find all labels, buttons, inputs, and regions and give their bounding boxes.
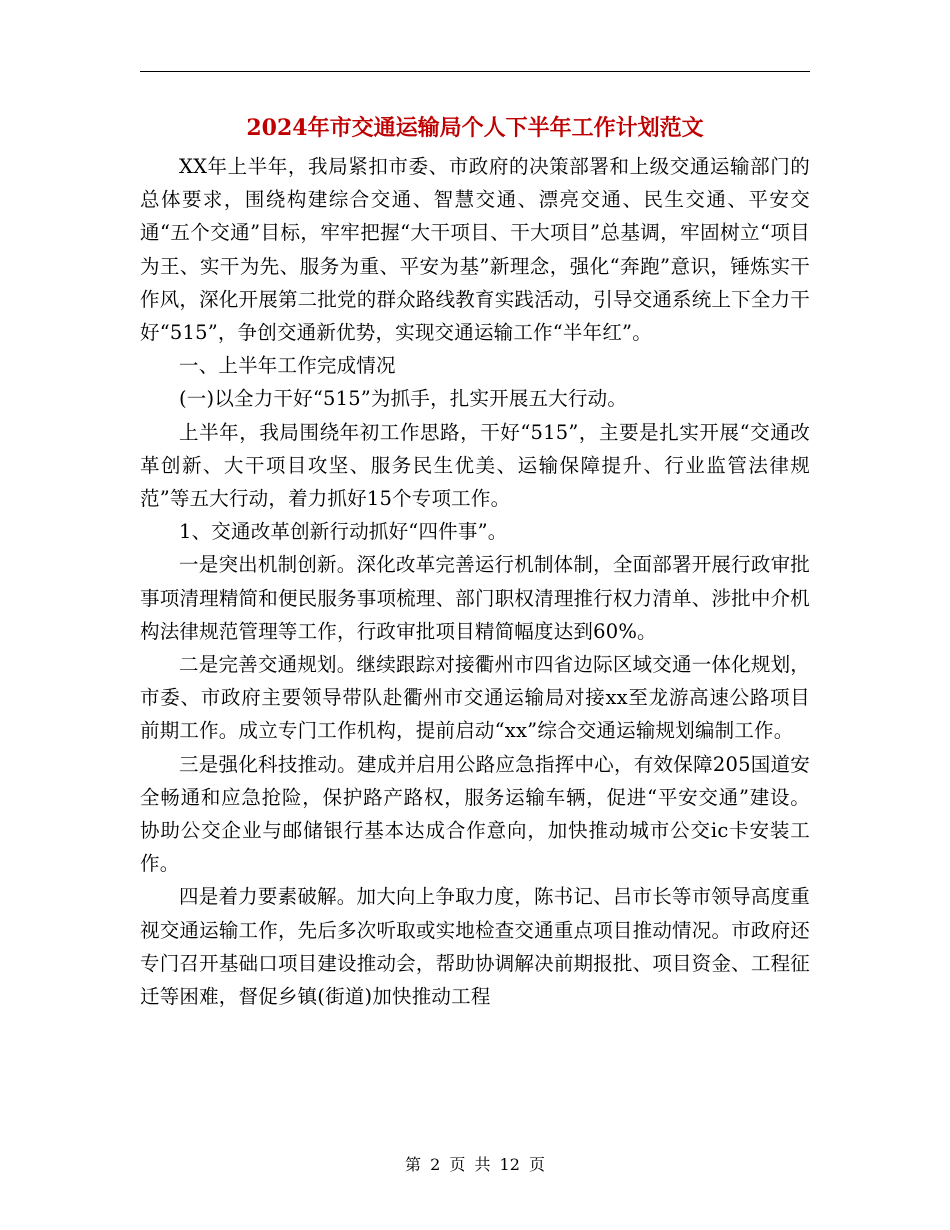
- page-number: 第 2 页 共 12 页: [405, 1155, 545, 1174]
- document-title: 2024年市交通运输局个人下半年工作计划范文: [246, 115, 704, 141]
- header-rule: [140, 71, 810, 72]
- paragraph-mechanism-innovation: 一是突出机制创新。深化改革完善运行机制体制，全面部署开展行政审批事项清理精简和便民服务事项梳理、部门职权清理推行权力清单、涉批中介机构法律规范管理等工作，行政审批项目精简幅度达到60%。: [140, 553, 810, 643]
- document-body: [140, 150, 810, 1013]
- paragraph-traffic-planning: 二是完善交通规划。继续跟踪对接衢州市四省边际区域交通一体化规划，市委、市政府主要领导带队赴衢州市交通运输局对接xx至龙游高速公路项目前期工作。成立专门工作机构，提前启动“xx”综合交通运输规划编制工作。: [140, 653, 810, 743]
- paragraph-tech-promotion: 三是强化科技推动。建成并启用公路应急指挥中心，有效保障205国道安全畅通和应急抢险，保护路产路权，服务运输车辆，促进“平安交通”建设。协助公交企业与邮储银行基本达成合作意向，加快推动城市公交ic卡安装工作。: [140, 752, 810, 876]
- heading-section-1: 一、上半年工作完成情况: [179, 354, 396, 378]
- paragraph-intro: XX年上半年，我局紧扣市委、市政府的决策部署和上级交通运输部门的总体要求，围绕构建综合交通、智慧交通、漂亮交通、民生交通、平安交通“五个交通”目标，牢牢把握“大干项目、干大项目”总基调，牢固树立“项目为王、实干为先、服务为重、平安为基”新理念，强化“奔跑”意识，锤炼实干作风，深化开展第二批党的群众路线教育实践活动，引导交通系统上下全力干好“515”，争创交通新优势，实现交通运输工作“半年红”。: [140, 155, 810, 345]
- heading-subsection-1: (一)以全力干好“515”为抓手，扎实开展五大行动。: [179, 387, 628, 411]
- paragraph-overview: 上半年，我局围绕年初工作思路，干好“515”，主要是扎实开展“交通改革创新、大干项目攻坚、服务民生优美、运输保障提升、行业监管法律规范”等五大行动，着力抓好15个专项工作。: [140, 420, 810, 511]
- heading-item-1: 1、交通改革创新行动抓好“四件事”。: [179, 520, 508, 544]
- paragraph-resource-solving: 四是着力要素破解。加大向上争取力度，陈书记、吕市长等市领导高度重视交通运输工作，先后多次听取或实地检查交通重点项目推动情况。市政府还专门召开基础口项目建设推动会，帮助协调解决前期报批、项目资金、工程征迁等困难，督促乡镇(街道)加快推动工程: [140, 885, 810, 1009]
